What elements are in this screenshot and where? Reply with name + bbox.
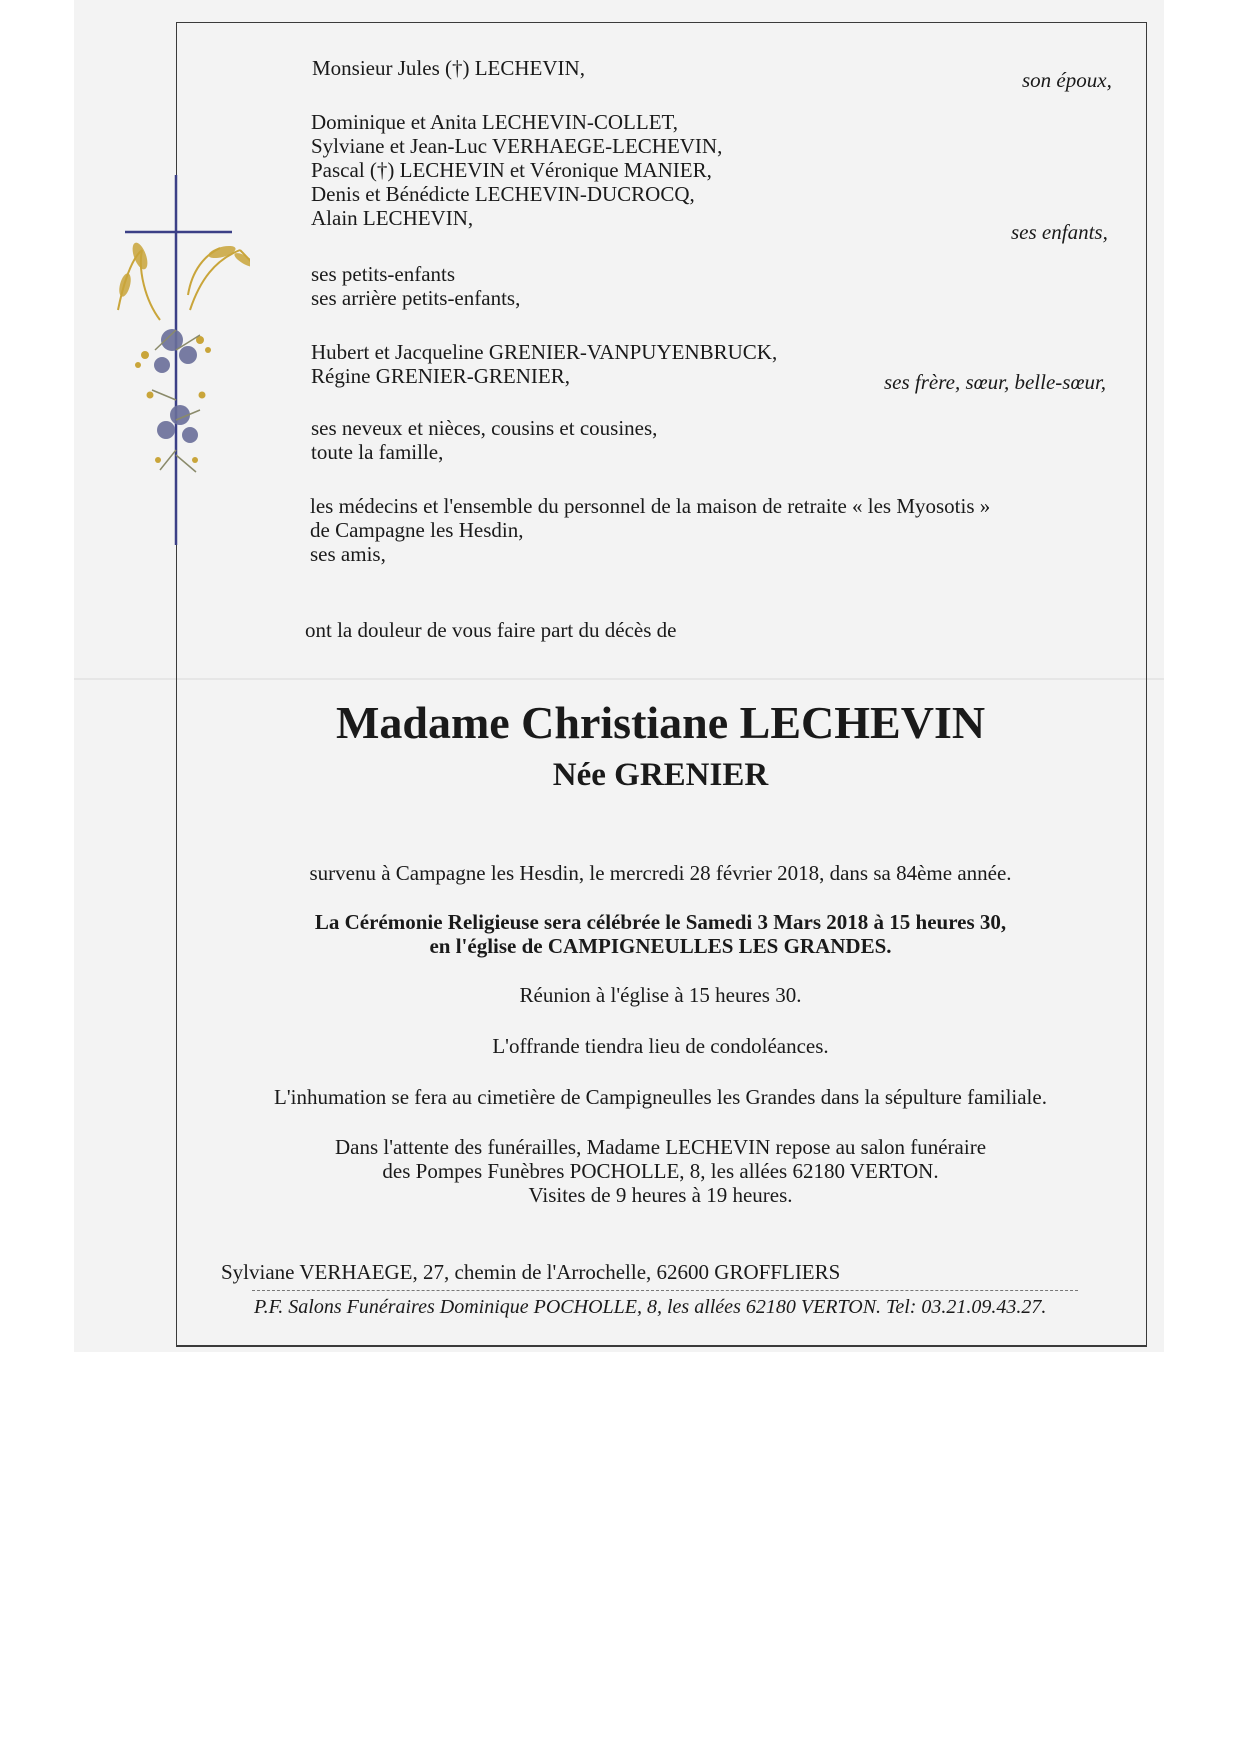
others-line-1: les médecins et l'ensemble du personnel de la maison de retraite « les Myosotis » — [310, 494, 991, 518]
ceremony-line-1: La Cérémonie Religieuse sera célébrée le Samedi 3 Mars 2018 à 15 heures 30, — [314, 910, 1007, 934]
child-line-5: Alain LECHEVIN, — [311, 206, 474, 230]
family-line-1: ses neveux et nièces, cousins et cousines, — [311, 416, 658, 440]
rest-line-2: des Pompes Funèbres POCHOLLE, 8, les allées 62180 VERTON. — [382, 1159, 939, 1183]
deceased-name: Madame Christiane LECHEVIN — [335, 697, 986, 748]
others-line-3: ses amis, — [310, 542, 386, 566]
death-details: survenu à Campagne les Hesdin, le mercredi 28 février 2018, dans sa 84ème année. — [309, 861, 1012, 885]
burial-line: L'inhumation se fera au cimetière de Campigneulles les Grandes dans la sépulture familiale. — [274, 1085, 1047, 1109]
intro-line: ont la douleur de vous faire part du décès de — [305, 618, 677, 642]
child-line-3: Pascal (†) LECHEVIN et Véronique MANIER, — [311, 158, 712, 182]
child-line-4: Denis et Bénédicte LECHEVIN-DUCROCQ, — [311, 182, 695, 206]
rest-line-1: Dans l'attente des funérailles, Madame LECHEVIN repose au salon funéraire — [334, 1135, 987, 1159]
visits-line: Visites de 9 heures à 19 heures. — [528, 1183, 793, 1207]
ceremony-line-2: en l'église de CAMPIGNEULLES LES GRANDES. — [429, 934, 892, 958]
sibling-line-2: Régine GRENIER-GRENIER, — [311, 364, 570, 388]
footer-rule — [252, 1290, 1078, 1291]
husband-name: Monsieur Jules (†) LECHEVIN, — [312, 56, 585, 80]
cross-wheat-ornament — [100, 160, 250, 550]
sibling-line-1: Hubert et Jacqueline GRENIER-VANPUYENBRUCK, — [311, 340, 778, 364]
family-line-2: toute la famille, — [311, 440, 444, 464]
contact-address: Sylviane VERHAEGE, 27, chemin de l'Arrochelle, 62600 GROFFLIERS — [221, 1260, 841, 1284]
great-grandchildren-line: ses arrière petits-enfants, — [311, 286, 521, 310]
children-relation: ses enfants, — [1011, 220, 1108, 244]
meeting-line: Réunion à l'église à 15 heures 30. — [519, 983, 802, 1007]
others-line-2: de Campagne les Hesdin, — [310, 518, 524, 542]
offering-line: L'offrande tiendra lieu de condoléances. — [492, 1034, 829, 1058]
child-line-1: Dominique et Anita LECHEVIN-COLLET, — [311, 110, 679, 134]
undertaker-line: P.F. Salons Funéraires Dominique POCHOLLE, 8, les allées 62180 VERTON. Tel: 03.21.09.43.27. — [254, 1296, 1047, 1318]
husband-relation: son époux, — [1022, 68, 1112, 92]
deceased-maiden-name: Née GRENIER — [552, 757, 769, 793]
grandchildren-line: ses petits-enfants — [311, 262, 456, 286]
siblings-relation: ses frère, sœur, belle-sœur, — [884, 370, 1107, 394]
child-line-2: Sylviane et Jean-Luc VERHAEGE-LECHEVIN, — [311, 134, 723, 158]
